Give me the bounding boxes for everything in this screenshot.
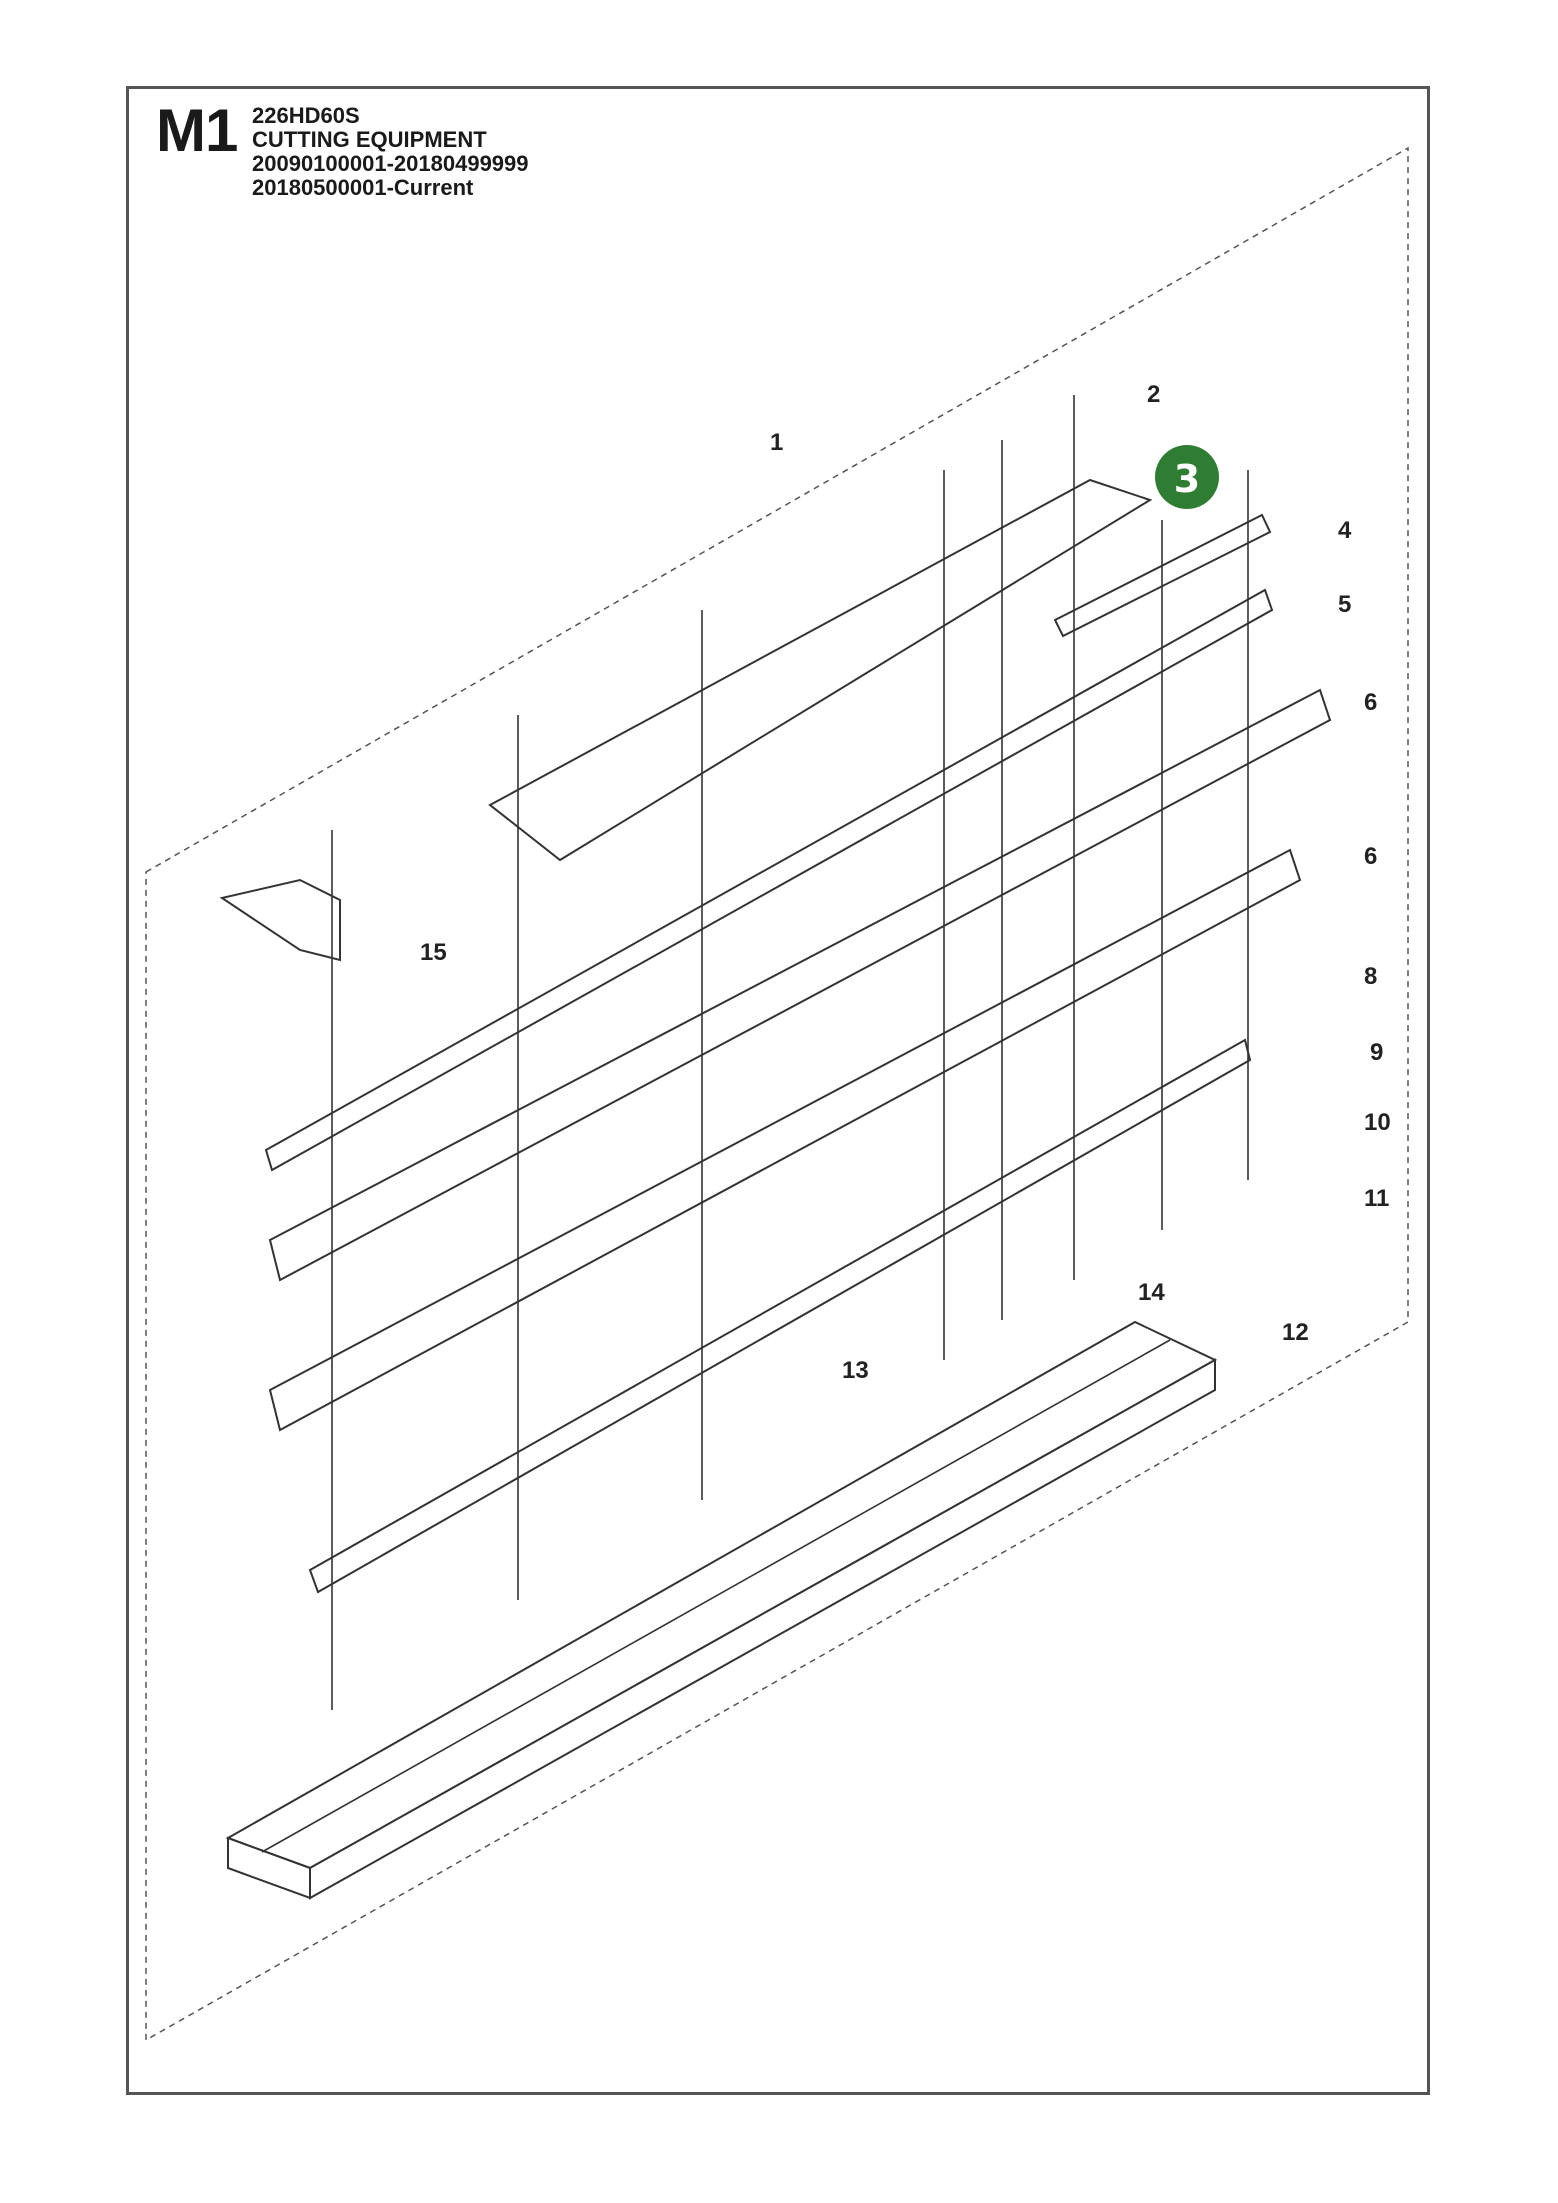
top-blade [490,480,1150,860]
blade-tip [222,880,340,960]
callout-10: 10 [1364,1109,1391,1136]
callout-13: 13 [842,1357,869,1384]
serial-range-2: 20180500001-Current [252,175,474,200]
callout-6b: 6 [1364,843,1378,870]
upper-blade [270,690,1330,1280]
model-number: 226HD60S [252,103,360,128]
section-title: CUTTING EQUIPMENT [252,127,487,152]
callout-11: 11 [1364,1185,1390,1212]
section-code: M1 [156,97,238,164]
callout-9: 9 [1370,1039,1384,1066]
callout-14: 14 [1138,1279,1165,1306]
callout-12: 12 [1282,1319,1309,1346]
callout-15: 15 [420,939,447,966]
guide-bar [228,1322,1215,1898]
callout-8: 8 [1364,963,1378,990]
highlight-callout-3 [1155,445,1219,509]
callout-2: 2 [1147,381,1161,408]
callout-6a: 6 [1364,689,1378,716]
callout-1: 1 [770,429,784,456]
callout-5: 5 [1338,591,1352,618]
serial-range-1: 20090100001-20180499999 [252,151,529,176]
highlight-callout-label: 3 [1173,457,1201,501]
callout-4: 4 [1338,517,1352,544]
